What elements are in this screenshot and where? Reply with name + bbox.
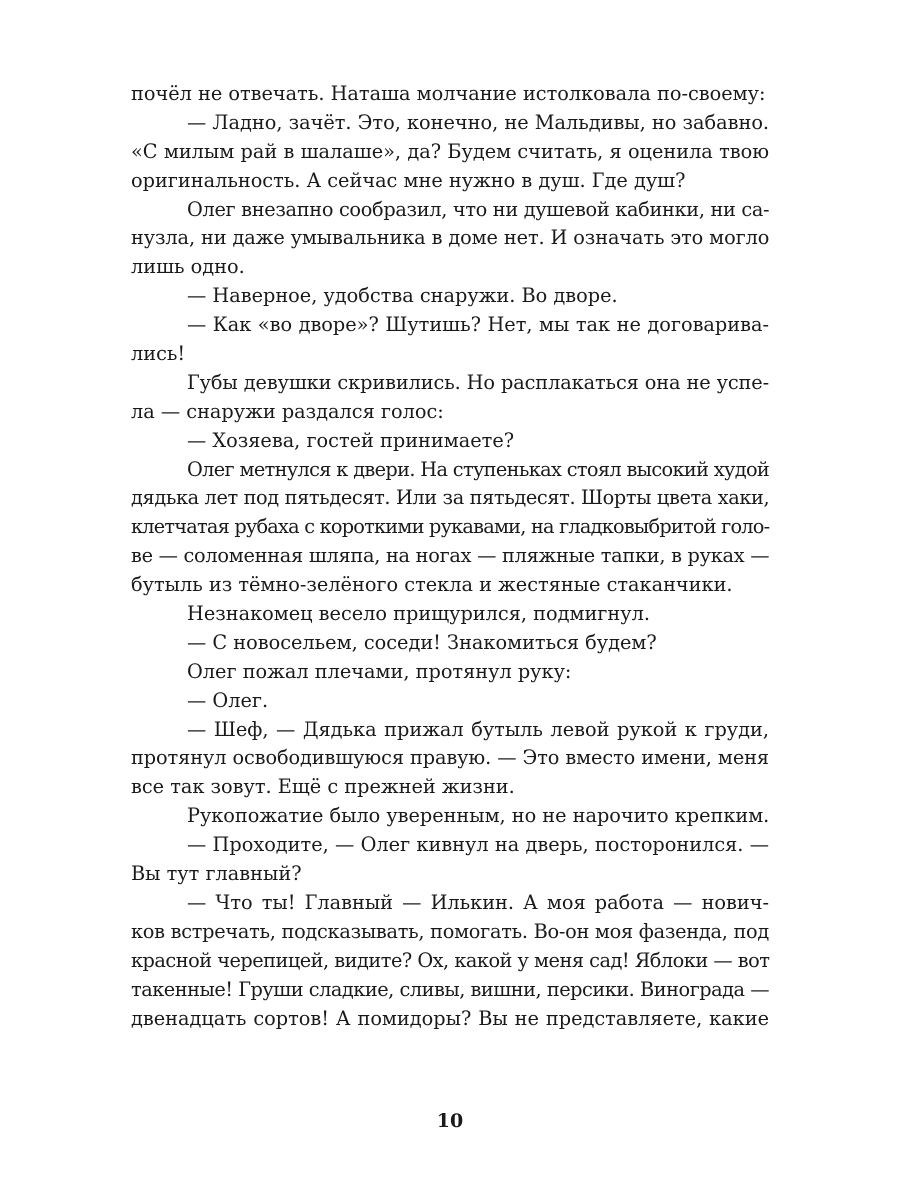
text-line: — С новосельем, соседи! Знакомиться будем?	[187, 630, 657, 654]
text-line: — Хозяева, гостей принимаете?	[187, 428, 515, 452]
text-line: дядька лет под пятьдесят. Или за пятьдесят. Шорты цвета хаки,	[131, 486, 770, 510]
text-line: «С милым рай в шалаше», да? Будем считать, я оценила твою	[131, 139, 769, 163]
text-line: ве — соломенная шляпа, на ногах — пляжные тапки, в руках —	[131, 544, 770, 568]
text-line: нузла, ни даже умывальника в доме нет. И означать это могло	[131, 226, 770, 250]
text-line: Губы девушки скривились. Но расплакаться она не успе-	[187, 370, 770, 394]
text-line: красной черепицей, видите? Ох, какой у меня сад! Яблоки — вот	[131, 948, 770, 972]
text-line: — Наверное, удобства снаружи. Во дворе.	[187, 284, 618, 308]
text-line: — Что ты! Главный — Илькин. А моя работа — нович-	[187, 890, 769, 914]
text-line: двенадцать сортов! А помидоры? Вы не представляете, какие	[131, 1006, 769, 1030]
text-line: почёл не отвечать. Наташа молчание истолковала по-своему:	[131, 82, 766, 105]
text-line: ла — снаружи раздался голос:	[131, 399, 444, 423]
text-line: Олег метнулся к двери. На ступеньках стоял высокий худой	[187, 457, 770, 481]
text-line: — Как «во дворе»? Шутишь? Нет, мы так не договарива-	[187, 313, 769, 337]
text-line: все так зовут. Ещё с прежней жизни.	[131, 775, 515, 799]
text-line: — Олег.	[187, 688, 269, 712]
page-text	[131, 80, 769, 1033]
text-line: оригинальность. А сейчас мне нужно в душ. Где душ?	[131, 168, 686, 192]
text-line: — Ладно, зачёт. Это, конечно, не Мальдивы, но забавно.	[187, 110, 770, 134]
text-line: бутыль из тёмно-зелёного стекла и жестяные стаканчики.	[131, 573, 733, 597]
text-line: клетчатая рубаха с короткими рукавами, на гладковыбритой голо-	[131, 515, 770, 539]
text-line: лись!	[131, 342, 186, 366]
text-line: Незнакомец весело прищурился, подмигнул.	[187, 602, 650, 626]
text-line: — Шеф, — Дядька прижал бутыль левой рукой к груди,	[187, 717, 769, 741]
text-line: такенные! Груши сладкие, сливы, вишни, персики. Винограда —	[131, 977, 769, 1001]
text-line: Олег пожал плечами, протянул руку:	[187, 659, 572, 683]
text-line: Рукопожатие было уверенным, но не нарочито крепким.	[187, 804, 770, 828]
text-line: ков встречать, подсказывать, помогать. Во-он моя фазенда, под	[131, 919, 769, 943]
text-line: — Проходите, — Олег кивнул на дверь, посторонился. —	[187, 833, 769, 857]
text-line: протянул освободившуюся правую. — Это вместо имени, меня	[131, 746, 769, 770]
text-line: лишь одно.	[131, 255, 245, 279]
text-line: Вы тут главный?	[131, 862, 302, 886]
page-number: 10	[436, 1110, 464, 1132]
text-line: Олег внезапно сообразил, что ни душевой кабинки, ни са-	[187, 197, 770, 221]
